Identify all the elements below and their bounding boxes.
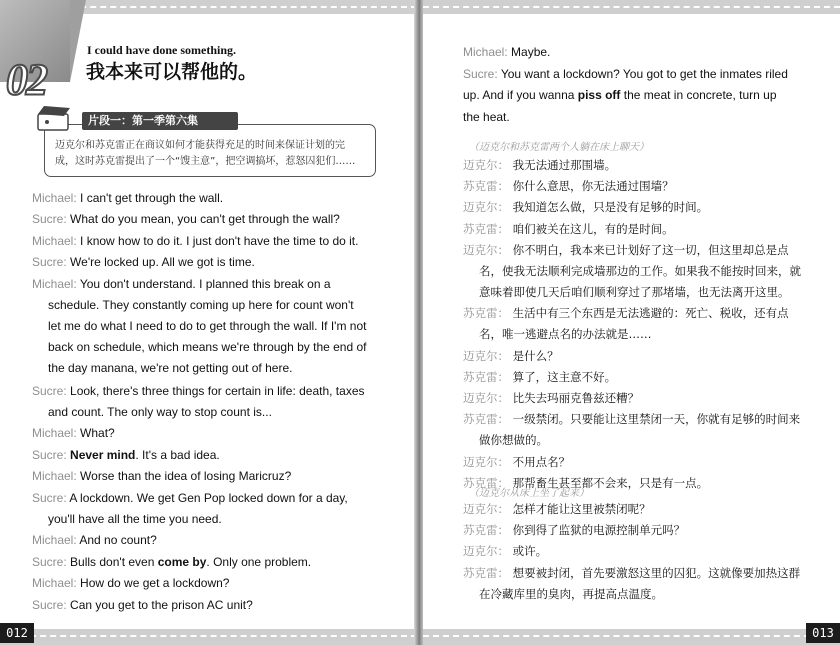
dialogue-line-cn (463, 367, 808, 388)
line-text: Bulls don't even (70, 554, 158, 569)
line-text: 生活中有三个东西是无法逃避的：死亡、税收，还有点 (512, 306, 789, 321)
line-continuation: back on schedule, which means we're through by the end of (48, 339, 367, 354)
line-text: . It's a bad idea. (135, 447, 220, 462)
dialogue-line-cn (463, 541, 808, 562)
speaker-label: 迈克尔： (463, 502, 509, 516)
speaker-label: 苏克雷： (463, 370, 509, 384)
speaker-label: Sucre: (32, 383, 67, 398)
stage-note: （迈克尔和苏克雷两个人躺在床上聊天） (469, 142, 649, 153)
dialogue-line (32, 552, 382, 573)
line-continuation: 在冷藏库里的臭肉，再提高点温度。 (479, 586, 663, 601)
line-text: 我知道怎么做，只是没有足够的时间。 (512, 200, 709, 215)
left-page (0, 0, 417, 645)
page-number: 013 (806, 623, 840, 643)
speaker-label: 迈克尔： (463, 348, 509, 363)
lesson-number: 02 (6, 55, 46, 104)
line-continuation: 做你想做的。 (479, 433, 548, 448)
speaker-label: 苏克雷： (463, 565, 509, 580)
line-text: I can't get through the wall. (80, 191, 224, 205)
dialogue-line (32, 573, 382, 594)
speaker-label: Sucre: (463, 66, 498, 81)
dialogue-line-cn (463, 409, 808, 451)
right-page (423, 0, 840, 645)
line-text: You want a lockdown? You got to get the inmates riled (500, 66, 788, 81)
line-text: 是什么？ (512, 348, 559, 363)
dialogue-line-cn (463, 197, 808, 218)
scene-description (55, 138, 375, 170)
key-phrase: come by (157, 554, 207, 569)
line-continuation: and count. The only way to stop count is... (48, 404, 272, 419)
speaker-label: 苏克雷： (463, 221, 509, 236)
speaker-label: 迈克尔： (463, 200, 509, 215)
line-text: A lockdown. We get Gen Pop locked down for a day, (69, 490, 348, 505)
line-text: . Only one problem. (206, 554, 312, 569)
line-text: 我无法通过那围墙。 (512, 158, 617, 172)
line-text: And no count? (79, 533, 157, 548)
speaker-label: Sucre: (32, 212, 67, 227)
title-cn: 我本来可以帮他的。 (86, 61, 258, 83)
dialogue-line-cn (463, 520, 808, 541)
speaker-label: Michael: (32, 426, 77, 441)
line-text: up. And if you wanna (463, 88, 578, 103)
key-phrase: Never mind (70, 447, 136, 462)
line-text: 想要被封闭，首先要激怒这里的囚犯。这就像要加热这群 (512, 565, 801, 580)
line-continuation: let me do what I need to do to get through the wall. If I'm not (48, 318, 367, 333)
dialogue-line (32, 445, 382, 466)
line-text: the meat in concrete, turn up (620, 88, 777, 103)
dialogue-line-cn (463, 240, 808, 303)
speaker-label: Michael: (32, 576, 77, 591)
dialogue-line-cn (463, 176, 808, 197)
scene-tag: 片段一：第一季第六集 (82, 112, 238, 130)
scene-description-line-1: 迈克尔和苏克雷正在商议如何才能获得充足的时间来保证计划的完 (55, 140, 345, 151)
line-text: 不用点名？ (512, 454, 571, 469)
dialogue-line (32, 466, 382, 487)
dialogue-line (463, 85, 808, 106)
line-text: the heat. (463, 109, 510, 124)
speaker-label: Sucre: (32, 490, 67, 505)
speaker-label: 苏克雷： (463, 412, 509, 427)
line-text: Can you get to the prison AC unit? (70, 597, 253, 612)
line-text: 比失去玛丽克鲁兹还糟？ (512, 391, 640, 406)
line-text: 那帮畜生甚至都不会来，只是有一点。 (512, 476, 709, 490)
dialogue-line-cn (463, 388, 808, 409)
line-continuation: the day manana, we're not getting out of here. (48, 360, 293, 375)
dialogue-line-cn (463, 563, 808, 605)
dialogue-line-cn (463, 346, 808, 367)
dialogue-line (463, 64, 808, 85)
dialogue-line-cn (463, 155, 808, 176)
dialogue-line (463, 42, 808, 63)
line-text: Look, there's three things for certain in life: death, taxes (70, 383, 365, 398)
line-continuation: schedule. They constantly coming up here for count won't (48, 297, 354, 312)
speaker-label: 迈克尔： (463, 242, 509, 257)
speaker-label: Sucre: (32, 554, 67, 569)
bottom-band (0, 629, 417, 645)
line-text: Worse than the idea of losing Maricruz? (80, 469, 292, 484)
dialogue-line-cn (463, 303, 808, 345)
top-band (423, 0, 840, 14)
line-text: We're locked up. All we got is time. (70, 255, 255, 270)
dialogue-line-cn (463, 452, 808, 473)
line-continuation: 名，唯一逃避点名的办法就是…… (479, 327, 652, 342)
speaker-label: Sucre: (32, 597, 67, 612)
dialogue-line-cn (463, 499, 808, 520)
dialogue-line (32, 488, 382, 530)
speaker-label: 迈克尔： (463, 158, 509, 172)
speaker-label: 迈克尔： (463, 391, 509, 406)
line-text: 算了，这主意不好。 (512, 370, 617, 384)
speaker-label: 迈克尔： (463, 544, 509, 559)
speaker-label: 苏克雷： (463, 179, 509, 194)
stage-note: （迈克尔从床上坐了起来） (469, 488, 589, 499)
line-text: 或许。 (512, 544, 548, 559)
dialogue-line (463, 107, 808, 128)
speaker-label: Michael: (463, 45, 508, 59)
page-number: 012 (0, 623, 34, 643)
speaker-label: 苏克雷： (463, 306, 509, 321)
speaker-label: 迈克尔： (463, 454, 509, 469)
speaker-label: 苏克雷： (463, 476, 509, 490)
bottom-band (423, 629, 840, 645)
dialogue-line-cn (463, 219, 808, 240)
speaker-label: Michael: (32, 191, 77, 205)
line-text: I know how to do it. I just don't have the time to do it. (80, 233, 359, 248)
line-text: 怎样才能让这里被禁闭呢？ (512, 502, 651, 516)
title-en: I could have done something. (87, 43, 237, 57)
line-text: You don't understand. I planned this break on a (79, 276, 331, 291)
dialogue-line (32, 209, 382, 230)
speaker-label: Sucre: (32, 255, 67, 270)
key-phrase: piss off (577, 88, 621, 103)
line-text: 咱们被关在这儿，有的是时间。 (512, 221, 674, 236)
dialogue-line (32, 530, 382, 551)
line-text: 一级禁闭。只要能让这里禁闭一天，你就有足够的时间来 (512, 412, 801, 427)
speaker-label: 苏克雷： (463, 523, 509, 538)
line-text: What do you mean, you can't get through the wall? (70, 212, 340, 227)
scene-description-line-2: 成，这时苏克雷提出了一个“馊主意”，把空调搞坏，惹怒囚犯们…… (55, 156, 356, 167)
dialogue-line (32, 423, 382, 444)
line-text: How do we get a lockdown? (80, 576, 230, 591)
clapperboard-icon (34, 104, 76, 132)
speaker-label: Michael: (32, 233, 77, 248)
line-text: 你什么意思，你无法通过围墙？ (512, 179, 674, 194)
dialogue-line (32, 595, 382, 616)
line-text: Maybe. (511, 45, 551, 59)
dialogue-line (32, 274, 382, 379)
speaker-label: Michael: (32, 469, 77, 484)
speaker-label: Sucre: (32, 447, 67, 462)
dialogue-line (32, 188, 382, 209)
dialogue-line (32, 381, 382, 423)
speaker-label: Michael: (32, 533, 77, 548)
dialogue-line (32, 231, 382, 252)
line-continuation: 名，使我无法顺利完成墙那边的工作。如果我不能按时回来，就 (479, 263, 801, 278)
dialogue-line (32, 252, 382, 273)
line-continuation: 意味着即使几天后咱们顺利穿过了那堵墙，也无法离开这里。 (479, 284, 790, 299)
line-continuation: you'll have all the time you need. (48, 511, 222, 526)
speaker-label: Michael: (32, 276, 77, 291)
line-text: 你不明白，我本来已计划好了这一切，但这里却总是点 (512, 242, 789, 257)
line-text: What? (80, 426, 115, 441)
line-text: 你到得了监狱的电源控制单元吗？ (512, 523, 686, 538)
